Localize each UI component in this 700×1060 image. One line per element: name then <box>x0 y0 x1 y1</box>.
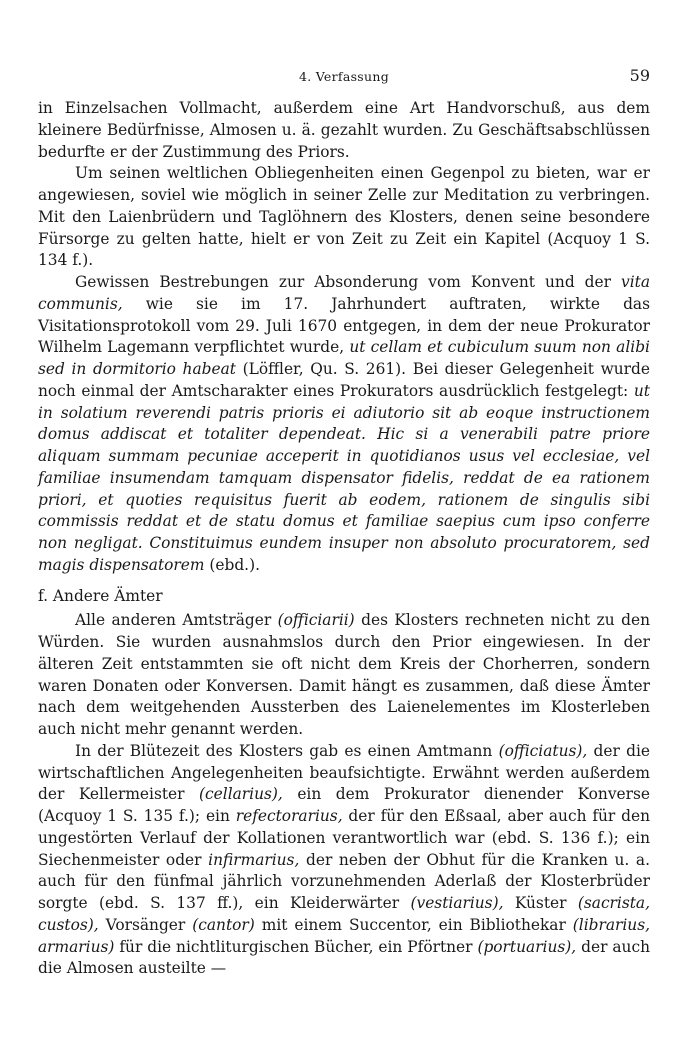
paragraph-4-text-2: des Klosters rechneten nicht zu den Würden. Sie wurden ausnahmslos durch den Prior eingewiesen. In der älteren Zeit entstammten sie oft nicht dem Kreis der Chorherren, sondern waren Donaten oder Konversen. Damit hängt es zusammen, daß diese Ämter nach dem weitgehenden Aussterben des Laienelementes im Klosterleben auch nicht mehr genannt werden. <box>38 611 651 738</box>
paragraph-5-text-10: der auch die Almosen austeilte — <box>38 937 650 978</box>
body-text <box>38 98 650 980</box>
paragraph-5-latin-3: refectorarius, <box>235 807 343 825</box>
paragraph-5-text-1: In der Blütezeit des Klosters gab es einen Amtmann <box>75 741 499 760</box>
paragraph-5-latin-1: (officiatus), <box>498 741 588 760</box>
paragraph-3-text-1: Gewissen Bestrebungen zur Absonderung vom Konvent und der <box>75 273 622 291</box>
paragraph-4-latin-1: (officiarii) <box>277 611 355 630</box>
paragraph-3-latin-2: ut cellam et cubiculum suum non alibi sed in dormitorio habeat <box>38 338 650 378</box>
paragraph-3-text-2: wie sie im 17. Jahrhundert auftraten, wirkte das Visitationsprotokoll vom 29. Juli 1670 entgegen, in dem der neue Prokurator Wilhelm Lagemann verpflichtet wurde, <box>38 294 650 357</box>
paragraph-5-text-2: der die wirtschaftlichen Angelegenheiten beaufsichtigte. Erwähnt werden außerdem der Kellermeister <box>38 741 650 804</box>
paragraph-5-text-6: Küster <box>503 894 578 912</box>
paragraph-3-latin-quote: ut in solatium reverendi patris prioris ei adiutorio sit ab eoque instructionem domus addiscat et totaliter dependeat. Hic si a venerabili patre priore aliquam summam pecuniae acceperit in quotidianos usus vel ecclesiae, vel familiae insumendam tamquam dispensator fidelis, reddat de ea rationem priori, et quoties requisitus fuerit ab eodem, rationem de singulis sibi commissis reddat et de statu domus et familiae saepius cum ipso conferre non negligat. Constituimus eundem insuper non absoluto procuratorem, sed magis dispensatorem <box>38 381 650 574</box>
paragraph-4 <box>38 610 650 741</box>
paragraph-5-latin-4: infirmarius, <box>208 850 300 869</box>
paragraph-5-latin-6: (sacrista, custos), <box>38 894 650 934</box>
paragraph-5-text-9: für die nichtliturgischen Bücher, ein Pförtner <box>114 937 478 956</box>
paragraph-4-text-1: Alle anderen Amtsträger <box>75 611 278 630</box>
paragraph-2-text: Um seinen weltlichen Obliegenheiten einen Gegenpol zu bieten, war er angewiesen, soviel wie möglich in seiner Zelle zur Meditation zu verbringen. Mit den Laienbrüdern und Taglöhnern des Klosters, denen seine besondere Fürsorge zu gelten hatte, hielt er von Zeit zu Zeit ein Kapitel (Acquoy 1 S. 134 f.). <box>38 164 650 270</box>
page-number: 59 <box>629 66 650 85</box>
paragraph-3-text-3: (Löffler, Qu. S. 261). Bei dieser Gelegenheit wurde noch einmal der Amtscharakter eines Prokurators ausdrücklich festgelegt: <box>38 360 650 400</box>
paragraph-5-latin-8: (librarius, armarius) <box>38 915 650 956</box>
paragraph-5-text-7: Vorsänger <box>98 915 193 934</box>
paragraph-5-text-4: der für den Eßsaal, aber auch für den ungestörten Verlauf der Kollationen verantwortlich war (ebd. S. 136 f.); ein Siechenmeister oder <box>38 807 650 869</box>
paragraph-5-text-8: mit einem Succentor, ein Bibliothekar <box>254 915 573 934</box>
paragraph-5 <box>38 741 650 980</box>
running-head <box>38 66 650 86</box>
section-heading-f: f. Andere Ämter <box>38 586 163 605</box>
paragraph-5-text-3: ein dem Prokurator dienender Konverse (Acquoy 1 S. 135 f.); ein <box>38 785 651 825</box>
paragraph-3 <box>38 272 650 577</box>
paragraph-5-latin-2: (cellarius), <box>199 785 283 804</box>
paragraph-5-latin-7: (cantor) <box>192 915 255 934</box>
paragraph-1 <box>38 98 650 163</box>
paragraph-5-latin-9: (portuarius), <box>477 937 577 956</box>
paragraph-3-text-4: (ebd.). <box>204 555 260 574</box>
running-title: 4. Verfassung <box>298 69 390 84</box>
paragraph-1-text: in Einzelsachen Vollmacht, außerdem eine Art Handvorschuß, aus dem kleinere Bedürfnisse, Almosen u. ä. gezahlt wurden. Zu Geschäftsabschlüssen bedurfte er der Zustimmung des Priors. <box>38 99 650 161</box>
paragraph-5-latin-5: (vestiarius), <box>410 894 504 912</box>
paragraph-5-text-5: der neben der Obhut für die Kranken u. a. auch für den fünfmal jährlich vorzunehmenden Aderlaß der Klosterbrüder sorgte (ebd. S. 137 ff.), ein Kleiderwärter <box>38 850 650 912</box>
paragraph-2 <box>38 163 650 272</box>
paragraph-3-latin-1: vita communis, <box>38 273 650 313</box>
